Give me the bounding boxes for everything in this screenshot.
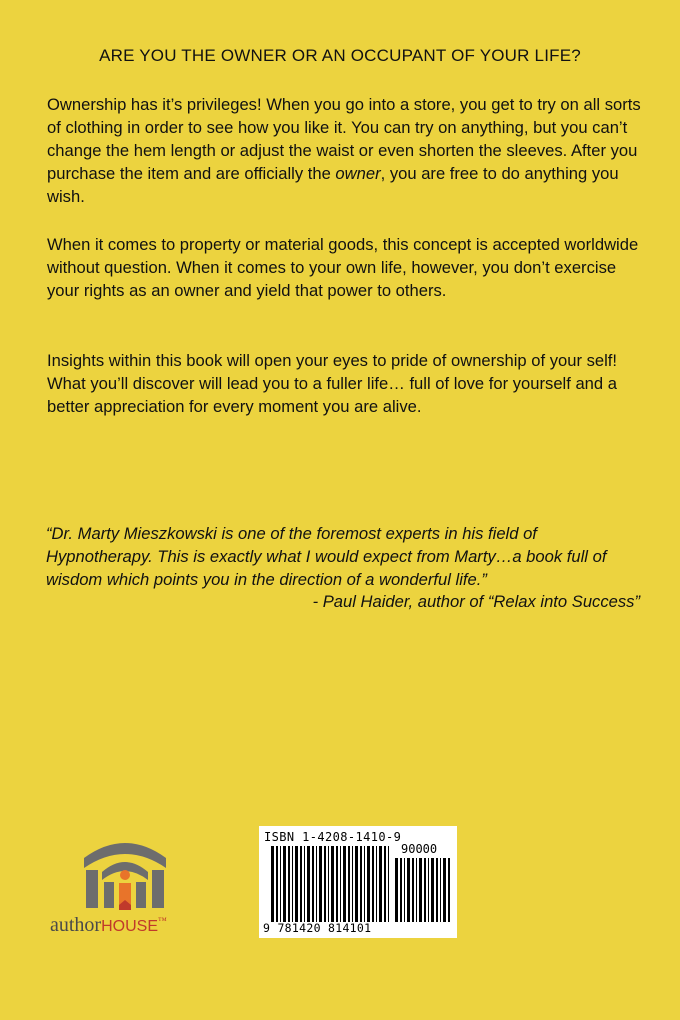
barcode-bar: [283, 846, 286, 922]
paragraph-property: When it comes to property or material goods, this concept is accepted worldwide without question. When it comes to your own life, however, you don’t exercise your rights as an owner and yield that power to others.: [47, 235, 639, 300]
endorsement-quote: “Dr. Marty Mieszkowski is one of the foremost experts in his field of Hypnotherapy. This is exactly what I would expect from Marty…a book full of wisdom which points you in the direction of a wonderful life.”: [46, 524, 607, 589]
barcode-bar: [407, 858, 410, 922]
barcode-bar: [292, 846, 293, 922]
paragraph-insights: Insights within this book will open your eyes to pride of ownership of your self! What you’ll discover will lead you to a fuller life… full of love for yourself and a better appreciation for every moment you are alive.: [47, 351, 618, 416]
barcode-bar: [404, 858, 405, 922]
authorhouse-logo: [50, 832, 230, 942]
barcode-bar: [360, 846, 362, 922]
barcode-bar: [355, 846, 358, 922]
barcode-bar: [316, 846, 317, 922]
barcode-bar: [395, 858, 398, 922]
barcode-digits: 9 781420 814101: [263, 921, 372, 935]
barcode-bar: [448, 858, 450, 922]
barcode-bar: [364, 846, 365, 922]
cover-heading: ARE YOU THE OWNER OR AN OCCUPANT OF YOUR LIFE?: [99, 46, 581, 65]
barcode-bar: [271, 846, 274, 922]
barcode-bar: [336, 846, 338, 922]
price-code: 90000: [401, 842, 438, 856]
paragraph-ownership-end: , you are free to do anything you wish.: [47, 164, 619, 206]
isbn-label: ISBN 1-4208-1410-9: [264, 830, 402, 844]
barcode-bar: [400, 858, 402, 922]
barcode-bar: [324, 846, 326, 922]
barcode-bar: [331, 846, 334, 922]
paragraph-ownership: [47, 93, 647, 208]
barcode-bar: [412, 858, 414, 922]
barcode-bar: [388, 846, 389, 922]
barcode-bar: [348, 846, 350, 922]
barcode-bar: [443, 858, 446, 922]
barcode-bar: [384, 846, 386, 922]
barcode-bar: [319, 846, 322, 922]
isbn-barcode: [259, 826, 457, 938]
publisher-house-icon: [80, 832, 170, 910]
barcode-bar: [440, 858, 441, 922]
emphasis-owner: owner: [335, 164, 381, 183]
barcode-bar: [419, 858, 422, 922]
paragraph-ownership-text: Ownership has it’s privileges! When you go into a store, you get to try on all sorts of clothing in order to see how you like it. You can try on anything, but you can’t change the hem length or adjust the waist or even shorten the sleeves. After you purchase the item and are officially the: [47, 95, 641, 183]
barcode-bar: [424, 858, 426, 922]
barcode-bar: [288, 846, 290, 922]
barcode-bar: [276, 846, 278, 922]
barcode-bar: [300, 846, 302, 922]
barcode-bar: [340, 846, 341, 922]
publisher-wordmark: [50, 914, 167, 937]
endorsement-attribution: - Paul Haider, author of “Relax into Success”: [312, 592, 640, 611]
barcode-bar: [376, 846, 377, 922]
wordmark-house: HOUSE: [101, 918, 158, 935]
barcode-bar: [304, 846, 305, 922]
barcode-bar: [280, 846, 281, 922]
trademark-symbol: ™: [158, 915, 167, 926]
barcode-bar: [367, 846, 370, 922]
barcode-bar: [343, 846, 346, 922]
barcode-bar: [428, 858, 429, 922]
barcode-bar: [416, 858, 417, 922]
barcode-bar: [307, 846, 310, 922]
barcode-bar: [379, 846, 382, 922]
barcode-bar: [372, 846, 374, 922]
barcode-bar: [312, 846, 314, 922]
barcode-bar: [295, 846, 298, 922]
barcode-bar: [431, 858, 434, 922]
barcode-bar: [352, 846, 353, 922]
barcode-bar: [328, 846, 329, 922]
wordmark-author: author: [50, 914, 102, 936]
barcode-bar: [436, 858, 438, 922]
